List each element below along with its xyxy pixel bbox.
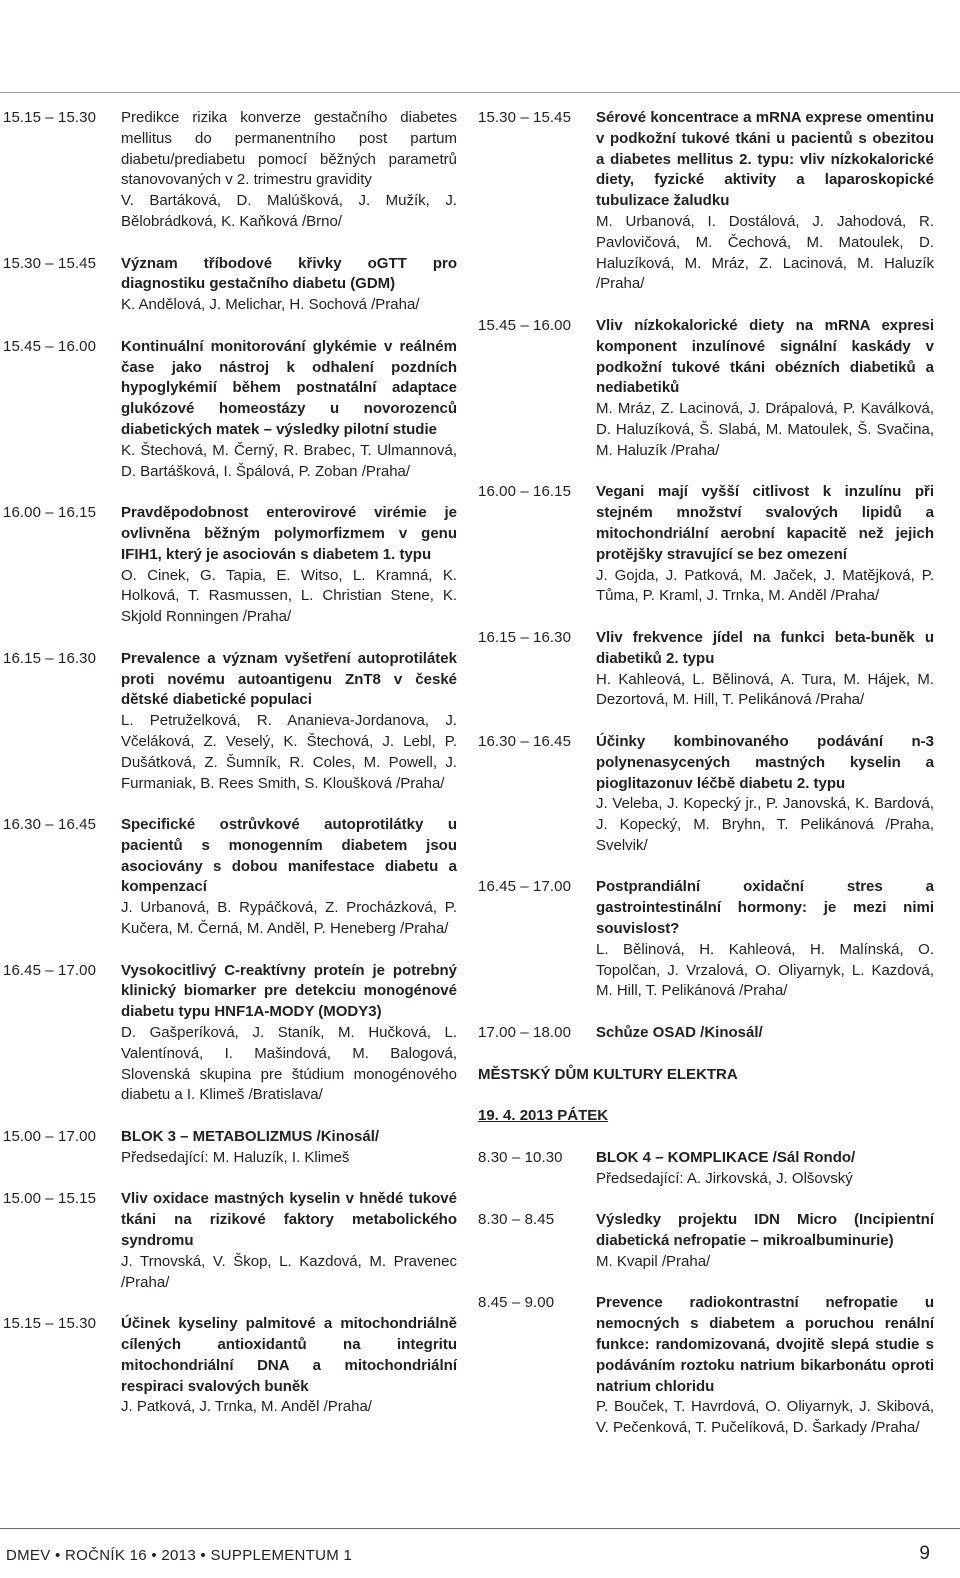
- entry-authors: J. Patková, J. Trnka, M. Anděl /Praha/: [121, 1398, 372, 1416]
- program-entry: [478, 877, 934, 1002]
- entry-time: 15.45 – 16.00: [3, 337, 97, 355]
- entry-body: [121, 961, 457, 1107]
- entry-authors: Předsedající: A. Jirkovská, J. Olšovský: [596, 1169, 853, 1187]
- bottom-rule: [0, 1528, 960, 1529]
- entry-title: Kontinuální monitorování glykémie v reálném čase jako nástroj k odhalení pozdních hypoglykémií během postnatální adaptace glukózové homeostázy u novorozenců diabetických matek – výsledky pilotní studie: [121, 337, 457, 438]
- entry-time: 8.45 – 9.00: [478, 1294, 555, 1312]
- entry-body: [121, 1314, 457, 1418]
- entry-authors: O. Cinek, G. Tapia, E. Witso, L. Kramná, K. Holková, T. Rasmussen, L. Christian Stene, K. Skjold Ronningen /Praha/: [121, 566, 457, 626]
- entry-body: [121, 815, 457, 940]
- program-entry: [478, 482, 934, 607]
- entry-time: 15.00 – 15.15: [3, 1190, 97, 1208]
- program-entry: [478, 1023, 934, 1044]
- date-heading: 19. 4. 2013 PÁTEK: [478, 1107, 609, 1125]
- entry-time: 8.30 – 10.30: [478, 1148, 563, 1166]
- entry-authors: L. Bělinová, H. Kahleová, H. Malínská, O. Topolčan, J. Vrzalová, O. Oliyarnyk, L. Kazdová, M. Hill, T. Pelikánová /Praha/: [596, 940, 934, 1000]
- page-number: 9: [919, 1543, 930, 1564]
- entry-body: [596, 1210, 934, 1272]
- entry-authors: M. Kvapil /Praha/: [596, 1252, 711, 1270]
- entry-body: [121, 1127, 457, 1169]
- entry-body: [596, 1023, 934, 1044]
- entry-title: Účinek kyseliny palmitové a mitochondriálně cílených antioxidantů na integritu mitochondriální DNA a mitochondriální respiraci svalových buněk: [121, 1315, 457, 1395]
- entry-title: BLOK 4 – KOMPLIKACE /Sál Rondo/: [596, 1148, 856, 1166]
- entry-title: Vliv nízkokalorické diety na mRNA expresi komponent inzulínové signální kaskády v podkožní tukové tkáni obézních diabetiků a nediabetiků: [596, 316, 934, 397]
- entry-title: Vegani mají vyšší citlivost k inzulínu při stejném množství svalových lipidů a mitochondriální aerobní kapacitě než jejich protějšky stravující se bez omezení: [596, 483, 934, 563]
- journal-footer: DMEV • ROČNÍK 16 • 2013 • SUPPLEMENTUM 1: [6, 1547, 353, 1564]
- entry-title: Schůze OSAD /Kinosál/: [596, 1024, 763, 1042]
- program-entry: [478, 628, 934, 711]
- entry-body: [596, 108, 934, 295]
- entry-time: 16.15 – 16.30: [3, 649, 97, 667]
- entry-time: 16.00 – 16.15: [478, 483, 572, 501]
- entry-authors: J. Veleba, J. Kopecký jr., P. Janovská, K. Bardová, J. Kopecký, M. Bryhn, T. Pelikánová /Praha, Svelvik/: [596, 795, 934, 854]
- program-entry: [3, 254, 457, 316]
- entry-authors: K. Štechová, M. Černý, R. Brabec, T. Ulmannová, D. Bartášková, I. Špálová, P. Zoban /Praha/: [121, 441, 457, 480]
- program-entry: [3, 1314, 457, 1418]
- entry-authors: L. Petruželková, R. Ananieva-Jordanova, J. Včeláková, Z. Veselý, K. Štechová, J. Lebl, P. Dušátková, Z. Šumník, R. Coles, M. Powell, J. Furmaniak, B. Rees Smith, S. Kloušková /Praha/: [121, 712, 457, 792]
- entry-title: BLOK 3 – METABOLIZMUS /Kinosál/: [121, 1128, 380, 1146]
- entry-body: [596, 1293, 934, 1439]
- entry-body: [121, 337, 457, 483]
- entry-time: 15.30 – 15.45: [478, 109, 572, 126]
- entry-time: 15.00 – 17.00: [3, 1128, 97, 1146]
- entry-title: Pravděpodobnost enterovirové virémie je ovlivněna běžným polymorfizmem v genu IFIH1, který je asociován s diabetem 1. typu: [121, 504, 457, 563]
- program-entry: [3, 108, 457, 233]
- entry-time: 15.15 – 15.30: [3, 1315, 97, 1333]
- program-entry: [478, 316, 934, 462]
- entry-title: Predikce rizika konverze gestačního diabetes mellitus do permanentního post partum diabetu/prediabetu pomocí běžných parametrů stanovovaných v 2. trimestru gravidity: [121, 109, 457, 189]
- program-entry: [478, 1293, 934, 1439]
- entry-body: [596, 628, 934, 711]
- program-entry: [478, 1148, 934, 1190]
- program-entry: [3, 1189, 457, 1293]
- entry-body: [596, 482, 934, 607]
- entry-authors: D. Gašperíková, J. Staník, M. Hučková, L. Valentínová, I. Mašindová, M. Balogová, Slovenská skupina pre štúdium monogénového diabetu a I. Klimeš /Bratislava/: [121, 1024, 457, 1104]
- entry-title: Sérové koncentrace a mRNA exprese omentinu v podkožní tukové tkáni u pacientů s obezitou a diabetes mellitus 2. typu: vliv nízkokalorické diety, fyzické aktivity a laparoskopické tubulizace žaludku: [596, 109, 934, 210]
- entry-authors: J. Gojda, J. Patková, M. Jaček, J. Matějková, P. Tůma, P. Kraml, J. Trnka, M. Anděl /Praha/: [596, 566, 934, 605]
- entry-title: Vysokocitlivý C-reaktívny proteín je potrebný klinický biomarker pre detekciu monogénové diabetu typu HNF1A-MODY (MODY3): [121, 961, 457, 1021]
- program-entry: [3, 815, 457, 940]
- entry-title: Vliv oxidace mastných kyselin v hnědé tukové tkáni na rizikové faktory metabolického syndromu: [121, 1190, 457, 1250]
- entry-body: [596, 1148, 934, 1190]
- entry-authors: M. Mráz, Z. Lacinová, J. Drápalová, P. Kaválková, D. Haluzíková, Š. Slabá, M. Matoulek, Š. Svačina, M. Haluzík /Praha/: [596, 400, 934, 459]
- entry-title: Prevence radiokontrastní nefropatie u nemocných s diabetem a poruchou renální funkce: randomizovaná, dvojitě slepá studie s podáváním roztoku natrium bikarbonátu oproti natrium chloridu: [596, 1294, 934, 1395]
- entry-time: 17.00 – 18.00: [478, 1024, 572, 1042]
- program-entry: [3, 649, 457, 795]
- venue-heading: MĚSTSKÝ DŮM KULTURY ELEKTRA: [478, 1065, 738, 1083]
- entry-body: [596, 316, 934, 462]
- entry-time: 15.15 – 15.30: [3, 109, 97, 126]
- entry-authors: H. Kahleová, L. Bělinová, A. Tura, M. Hájek, M. Dezortová, M. Hill, T. Pelikánová /Praha/: [596, 670, 934, 709]
- friday-entries: [478, 1148, 934, 1439]
- program-entry: [3, 1127, 457, 1169]
- entry-body: [121, 1189, 457, 1293]
- entry-title: Postprandiální oxidační stres a gastrointestinální hormony: je mezi nimi souvislost?: [596, 878, 934, 938]
- entry-title: Vliv frekvence jídel na funkci beta-buněk u diabetiků 2. typu: [596, 628, 934, 667]
- entry-title: Význam tříbodové křivky oGTT pro diagnostiku gestačního diabetu (GDM): [121, 254, 457, 293]
- entry-title: Výsledky projektu IDN Micro (Incipientní diabetická nefropatie – mikroalbuminurie): [596, 1211, 934, 1250]
- entry-authors: M. Urbanová, I. Dostálová, J. Jahodová, R. Pavlovičová, M. Čechová, M. Matoulek, D. Haluzíková, M. Mráz, Z. Lacinová, M. Haluzík /Praha/: [596, 212, 934, 293]
- entry-authors: J. Trnovská, V. Škop, L. Kazdová, M. Pravenec /Praha/: [121, 1252, 457, 1291]
- entry-body: [121, 108, 457, 233]
- entry-body: [121, 649, 457, 795]
- entry-time: 16.30 – 16.45: [478, 732, 572, 750]
- left-entries: [3, 108, 457, 1418]
- top-rule: [0, 92, 960, 93]
- program-entry: [478, 108, 934, 295]
- entry-time: 15.45 – 16.00: [478, 316, 572, 334]
- entry-time: 16.00 – 16.15: [3, 504, 97, 522]
- entry-time: 16.30 – 16.45: [3, 816, 97, 834]
- entry-authors: K. Andělová, J. Melichar, H. Sochová /Praha/: [121, 296, 420, 314]
- entry-body: [121, 503, 457, 628]
- entry-authors: V. Bartáková, D. Malúšková, J. Mužík, J. Bělobrádková, K. Kaňková /Brno/: [121, 192, 457, 230]
- program-entry: [3, 961, 457, 1107]
- entry-time: 16.45 – 17.00: [478, 878, 572, 896]
- program-entry: [3, 503, 457, 628]
- entry-title: Prevalence a význam vyšetření autoprotilátek proti novému autoantigenu ZnT8 v české dětské diabetické populaci: [121, 649, 457, 709]
- entry-authors: P. Bouček, T. Havrdová, O. Oliyarnyk, J. Skibová, V. Pečenková, T. Pučelíková, D. Šarkady /Praha/: [596, 1398, 934, 1437]
- entry-time: 8.30 – 8.45: [478, 1211, 555, 1229]
- entry-time: 16.15 – 16.30: [478, 628, 572, 646]
- right-entries: [478, 108, 934, 1044]
- entry-body: [596, 877, 934, 1002]
- entry-title: Účinky kombinovaného podávání n-3 polynenasycených mastných kyselin a pioglitazonuv léčbě diabetu 2. typu: [596, 732, 934, 792]
- entry-body: [596, 732, 934, 857]
- entry-time: 16.45 – 17.00: [3, 961, 97, 979]
- program-entry: [3, 337, 457, 483]
- entry-body: [121, 254, 457, 316]
- right-column: [478, 108, 934, 1460]
- program-entry: [478, 1210, 934, 1272]
- entry-time: 15.30 – 15.45: [3, 254, 97, 272]
- program-entry: [478, 732, 934, 857]
- left-column: [3, 108, 457, 1439]
- entry-authors: J. Urbanová, B. Rypáčková, Z. Procházková, P. Kučera, M. Černá, M. Anděl, P. Heneberg /Praha/: [121, 899, 457, 938]
- entry-title: Specifické ostrůvkové autoprotilátky u pacientů s monogenním diabetem jsou asociovány s dobou manifestace diabetu a kompenzací: [121, 816, 457, 896]
- entry-authors: Předsedající: M. Haluzík, I. Klimeš: [121, 1148, 350, 1166]
